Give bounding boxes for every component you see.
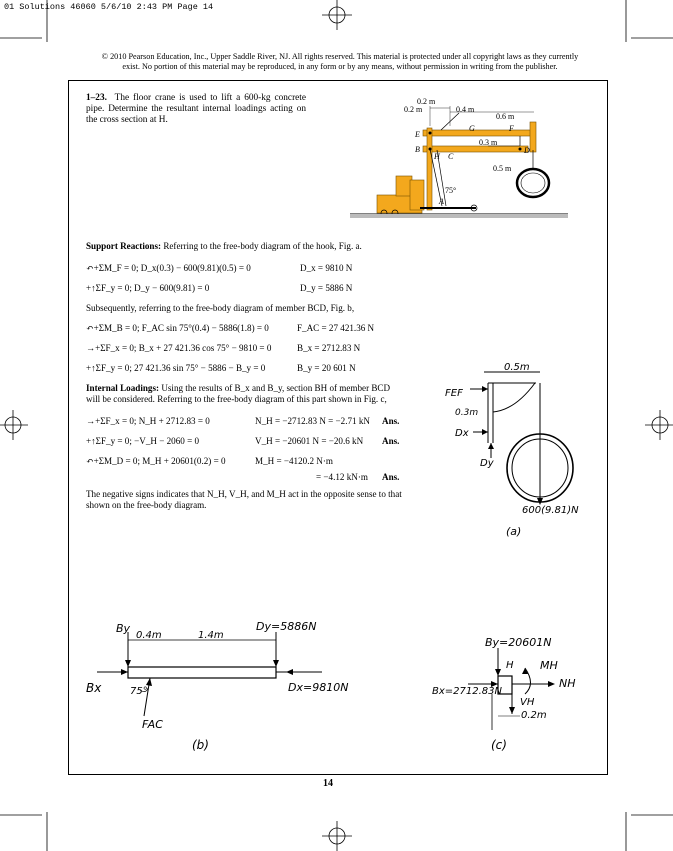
fig-c-mh: MH xyxy=(540,659,558,672)
fig-b-by: By xyxy=(116,622,131,635)
support-eq2: +↑ΣF_y = 0; D_y − 600(9.81) = 0 xyxy=(86,283,210,293)
support-eq4: →+ΣF_x = 0; B_x + 27 421.36 cos 75° − 9810 = 0 xyxy=(86,343,272,353)
crane-label-c: C xyxy=(448,152,454,161)
crane-label-d: D xyxy=(524,146,530,155)
crane-angle: 75° xyxy=(445,186,457,195)
support-sub: Subsequently, referring to the free-body diagram of member BCD, Fig. b, xyxy=(86,303,355,313)
crane-dim-6: 0.5 m xyxy=(493,164,512,173)
crane-label-g: G xyxy=(469,124,475,133)
support-res2: D_y = 5886 N xyxy=(300,283,353,293)
answer-mark-2: Ans. xyxy=(382,436,400,446)
fig-b-caption: (b) xyxy=(192,738,209,752)
internal-eq3: ↶+ΣM_D = 0; M_H + 20601(0.2) = 0 xyxy=(86,456,226,466)
crane-dim-2: 0.2 m xyxy=(404,105,423,114)
support-eq5: +↑ΣF_y = 0; 27 421.36 sin 75° − 5886 − B_y = 0 xyxy=(86,363,266,373)
support-res5: B_y = 20 601 N xyxy=(297,363,356,373)
fig-b-bx: Bx xyxy=(86,681,102,695)
fig-a-fef: FEF xyxy=(445,388,463,399)
fig-a-dx: Dx xyxy=(455,428,469,439)
crane-dim-1: 0.2 m xyxy=(417,97,436,106)
fig-a-dist2: 0.3m xyxy=(455,408,479,418)
fig-b-d2: 1.4m xyxy=(198,630,224,641)
page-number: 14 xyxy=(323,778,333,789)
problem-text: The floor crane is used to lift a 600-kg concrete pipe. Determine the resultant internal loadings acting on the cross section at H. xyxy=(86,93,306,126)
crane-label-h: H xyxy=(434,152,440,161)
support-eq1: ↶+ΣM_F = 0; D_x(0.3) − 600(9.81)(0.5) = 0 xyxy=(86,263,251,273)
fig-a-dist1: 0.5m xyxy=(504,362,530,373)
internal-heading: Internal Loadings: xyxy=(86,383,160,393)
fig-b-dx: Dx=9810N xyxy=(288,681,349,694)
internal-res3: M_H = −4120.2 N·m xyxy=(255,456,333,466)
crane-label-a: A xyxy=(439,197,444,206)
internal-eq1: →+ΣF_x = 0; N_H + 2712.83 = 0 xyxy=(86,416,210,426)
answer-mark-1: Ans. xyxy=(382,416,400,426)
support-heading: Support Reactions: xyxy=(86,241,162,251)
fig-b-d1: 0.4m xyxy=(136,630,162,641)
copyright-notice: © 2010 Pearson Education, Inc., Upper Saddle River, NJ. All rights reserved. This material is protected under all copyright laws as they currently exist. No portion of this material may be reproduced, in any form or by any means, without permission in writing from the publisher. xyxy=(101,52,579,71)
crane-label-b: B xyxy=(415,145,420,154)
support-res4: B_x = 2712.83 N xyxy=(297,343,361,353)
crane-dim-4: 0.6 m xyxy=(496,112,515,121)
crane-dim-5: 0.3 m xyxy=(479,138,498,147)
internal-res3b: = −4.12 kN·m xyxy=(316,472,368,482)
fig-a-caption: (a) xyxy=(506,525,522,538)
support-res3: F_AC = 27 421.36 N xyxy=(297,323,375,333)
support-intro-text: Referring to the free-body diagram of the hook, Fig. a. xyxy=(163,241,362,251)
crane-label-f: F xyxy=(509,124,514,133)
internal-res1: N_H = −2712.83 N = −2.71 kN xyxy=(255,416,370,426)
support-eq3: ↶+ΣM_B = 0; F_AC sin 75°(0.4) − 5886(1.8) = 0 xyxy=(86,323,269,333)
fig-b-angle: 75° xyxy=(130,686,148,697)
answer-mark-3: Ans. xyxy=(382,472,400,482)
fig-c-bx: Bx=2712.83N xyxy=(432,686,502,697)
crane-dim-3: 0.4 m xyxy=(456,105,475,114)
fig-c-nh: NH xyxy=(559,677,576,690)
fig-a-dy: Dy xyxy=(480,458,494,469)
internal-res2: V_H = −20601 N = −20.6 kN xyxy=(255,436,364,446)
problem-number: 1–23. xyxy=(86,93,107,103)
fig-b-fac: FAC xyxy=(142,718,163,731)
internal-intro-text: Using the results of B_x and B_y, section BH of member BCD will be considered. Referring to the free-body diagram of this part shown in Fig. c, xyxy=(86,383,391,404)
fig-a-load: 600(9.81)N xyxy=(522,505,579,516)
fig-c-h: H xyxy=(506,660,514,671)
fig-c-dist: 0.2m xyxy=(521,710,547,721)
internal-note: The negative signs indicates that N_H, V_H, and M_H act in the opposite sense to that shown on the free-body diagram. xyxy=(86,489,402,510)
crane-label-e: E xyxy=(415,130,420,139)
fig-c-caption: (c) xyxy=(491,738,507,752)
fig-c-by: By=20601N xyxy=(485,636,552,649)
support-res1: D_x = 9810 N xyxy=(300,263,353,273)
fig-c-vh: VH xyxy=(520,697,535,708)
print-slug: 01 Solutions 46060 5/6/10 2:43 PM Page 14 xyxy=(4,2,214,12)
internal-eq2: +↑ΣF_y = 0; −V_H − 2060 = 0 xyxy=(86,436,200,446)
fig-b-dy: Dy=5886N xyxy=(256,620,317,633)
